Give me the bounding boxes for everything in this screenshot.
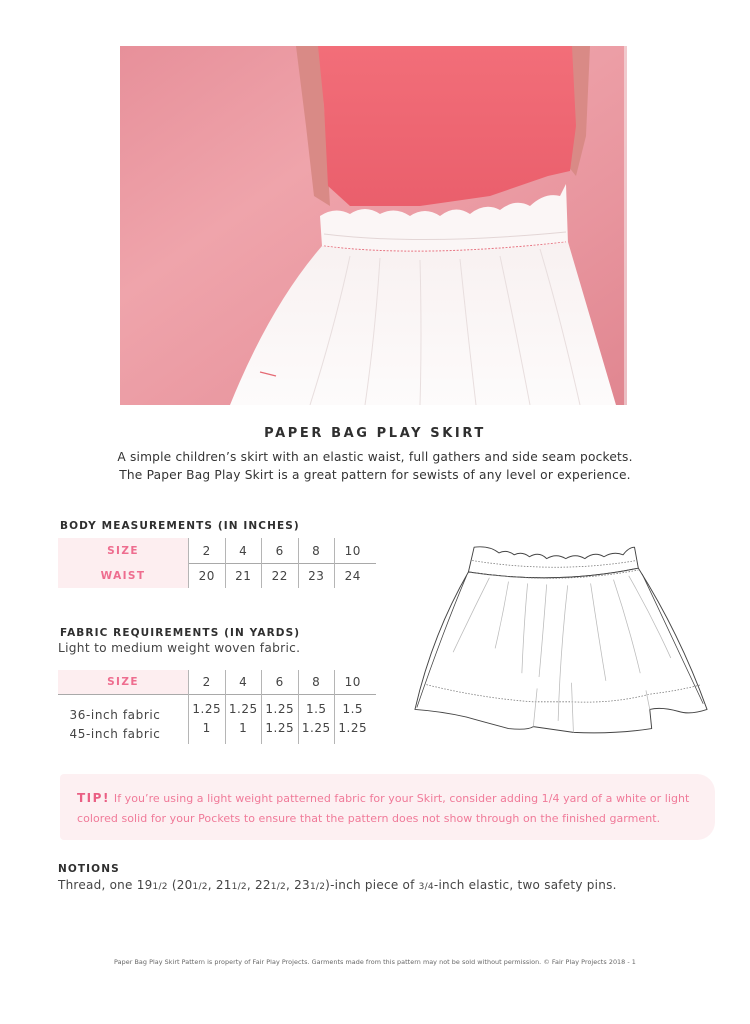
fabric-width-labels (58, 694, 188, 744)
waist-cell: 21 (225, 563, 262, 588)
page-title: PAPER BAG PLAY SKIRT (264, 426, 486, 441)
size-row (58, 538, 371, 563)
size-cell: 4 (225, 538, 262, 563)
fraction: 1/2 (231, 882, 247, 892)
fabric-36-value: 1.5 (305, 702, 327, 716)
body-measurements-table (58, 538, 371, 588)
size-label: SIZE (58, 538, 188, 563)
product-photo (120, 46, 627, 405)
fabric-45-value: 1 (239, 721, 248, 735)
notions-size: , 21 (207, 878, 232, 892)
description-line-1: A simple children’s skirt with an elastic waist, full gathers and side seam pockets. (117, 450, 633, 464)
size-cell: 10 (334, 538, 371, 563)
waist-row (58, 563, 371, 588)
waist-cell: 24 (334, 563, 371, 588)
fabric-col (261, 694, 298, 744)
notions-size: (20 (167, 878, 193, 892)
description-line-2: The Paper Bag Play Skirt is a great pattern for sewists of any level or experience. (119, 468, 631, 482)
fraction: 1/2 (192, 882, 208, 892)
tip-label: TIP! (77, 791, 110, 805)
notions-mid: )-inch piece of (325, 878, 419, 892)
notions-heading: NOTIONS (58, 863, 120, 875)
notions-prefix: Thread, one 19 (58, 878, 153, 892)
skirt-photo-illustration (120, 46, 627, 405)
fabric-col (188, 694, 225, 744)
fraction: 3/4 (418, 882, 434, 892)
size-label: SIZE (58, 670, 188, 694)
waist-cell: 22 (261, 563, 298, 588)
fabric-36-value: 1.5 (342, 702, 364, 716)
fabric-rows (58, 694, 371, 744)
size-cell: 6 (261, 538, 298, 563)
fabric-45-value: 1.25 (338, 721, 368, 735)
fabric-45-value: 1.25 (301, 721, 331, 735)
description (0, 448, 750, 484)
size-cell: 2 (188, 670, 225, 694)
fabric-36-label: 36-inch fabric (69, 708, 161, 722)
size-cell: 2 (188, 538, 225, 563)
fabric-col (298, 694, 335, 744)
fabric-36-value: 1.25 (192, 702, 222, 716)
notions-size: , 22 (246, 878, 271, 892)
notions-size: , 23 (286, 878, 310, 892)
body-measurements-heading: BODY MEASUREMENTS (IN INCHES) (60, 520, 300, 532)
copyright-footer: Paper Bag Play Skirt Pattern is property of Fair Play Projects. Garments made from this pattern may not be sold without permission. © Fair Play Projects 2018 - 1 (114, 958, 636, 966)
fabric-36-value: 1.25 (228, 702, 258, 716)
fabric-45-value: 1.25 (265, 721, 295, 735)
fraction: 1/2 (270, 882, 287, 892)
fabric-requirements-heading: FABRIC REQUIREMENTS (IN YARDS) (60, 627, 301, 639)
fabric-col (334, 694, 371, 744)
skirt-flat-drawing (398, 530, 724, 740)
waist-label: WAIST (58, 563, 188, 588)
tip-text: If you’re using a light weight patterned fabric for your Skirt, consider adding 1/4 yard of a white or light colored solid for your Pockets to ensure that the pattern does not show through on the finished garment. (77, 792, 690, 825)
fabric-requirements-table (58, 670, 371, 744)
fabric-36-value: 1.25 (265, 702, 295, 716)
size-row (58, 670, 371, 694)
fabric-requirements-subheading: Light to medium weight woven fabric. (58, 641, 301, 655)
fabric-45-label: 45-inch fabric (69, 727, 161, 741)
size-cell: 6 (261, 670, 298, 694)
waist-cell: 23 (298, 563, 335, 588)
waist-cell: 20 (188, 563, 225, 588)
fabric-45-value: 1 (202, 721, 211, 735)
fraction: 1/2 (309, 882, 326, 892)
notions-suffix: -inch elastic, two safety pins. (433, 878, 617, 892)
size-cell: 10 (334, 670, 371, 694)
fraction: 1/2 (152, 882, 168, 892)
tip-box (60, 774, 715, 840)
size-cell: 8 (298, 670, 335, 694)
size-cell: 8 (298, 538, 335, 563)
size-cell: 4 (225, 670, 262, 694)
notions-text (58, 878, 617, 892)
fabric-col (225, 694, 262, 744)
